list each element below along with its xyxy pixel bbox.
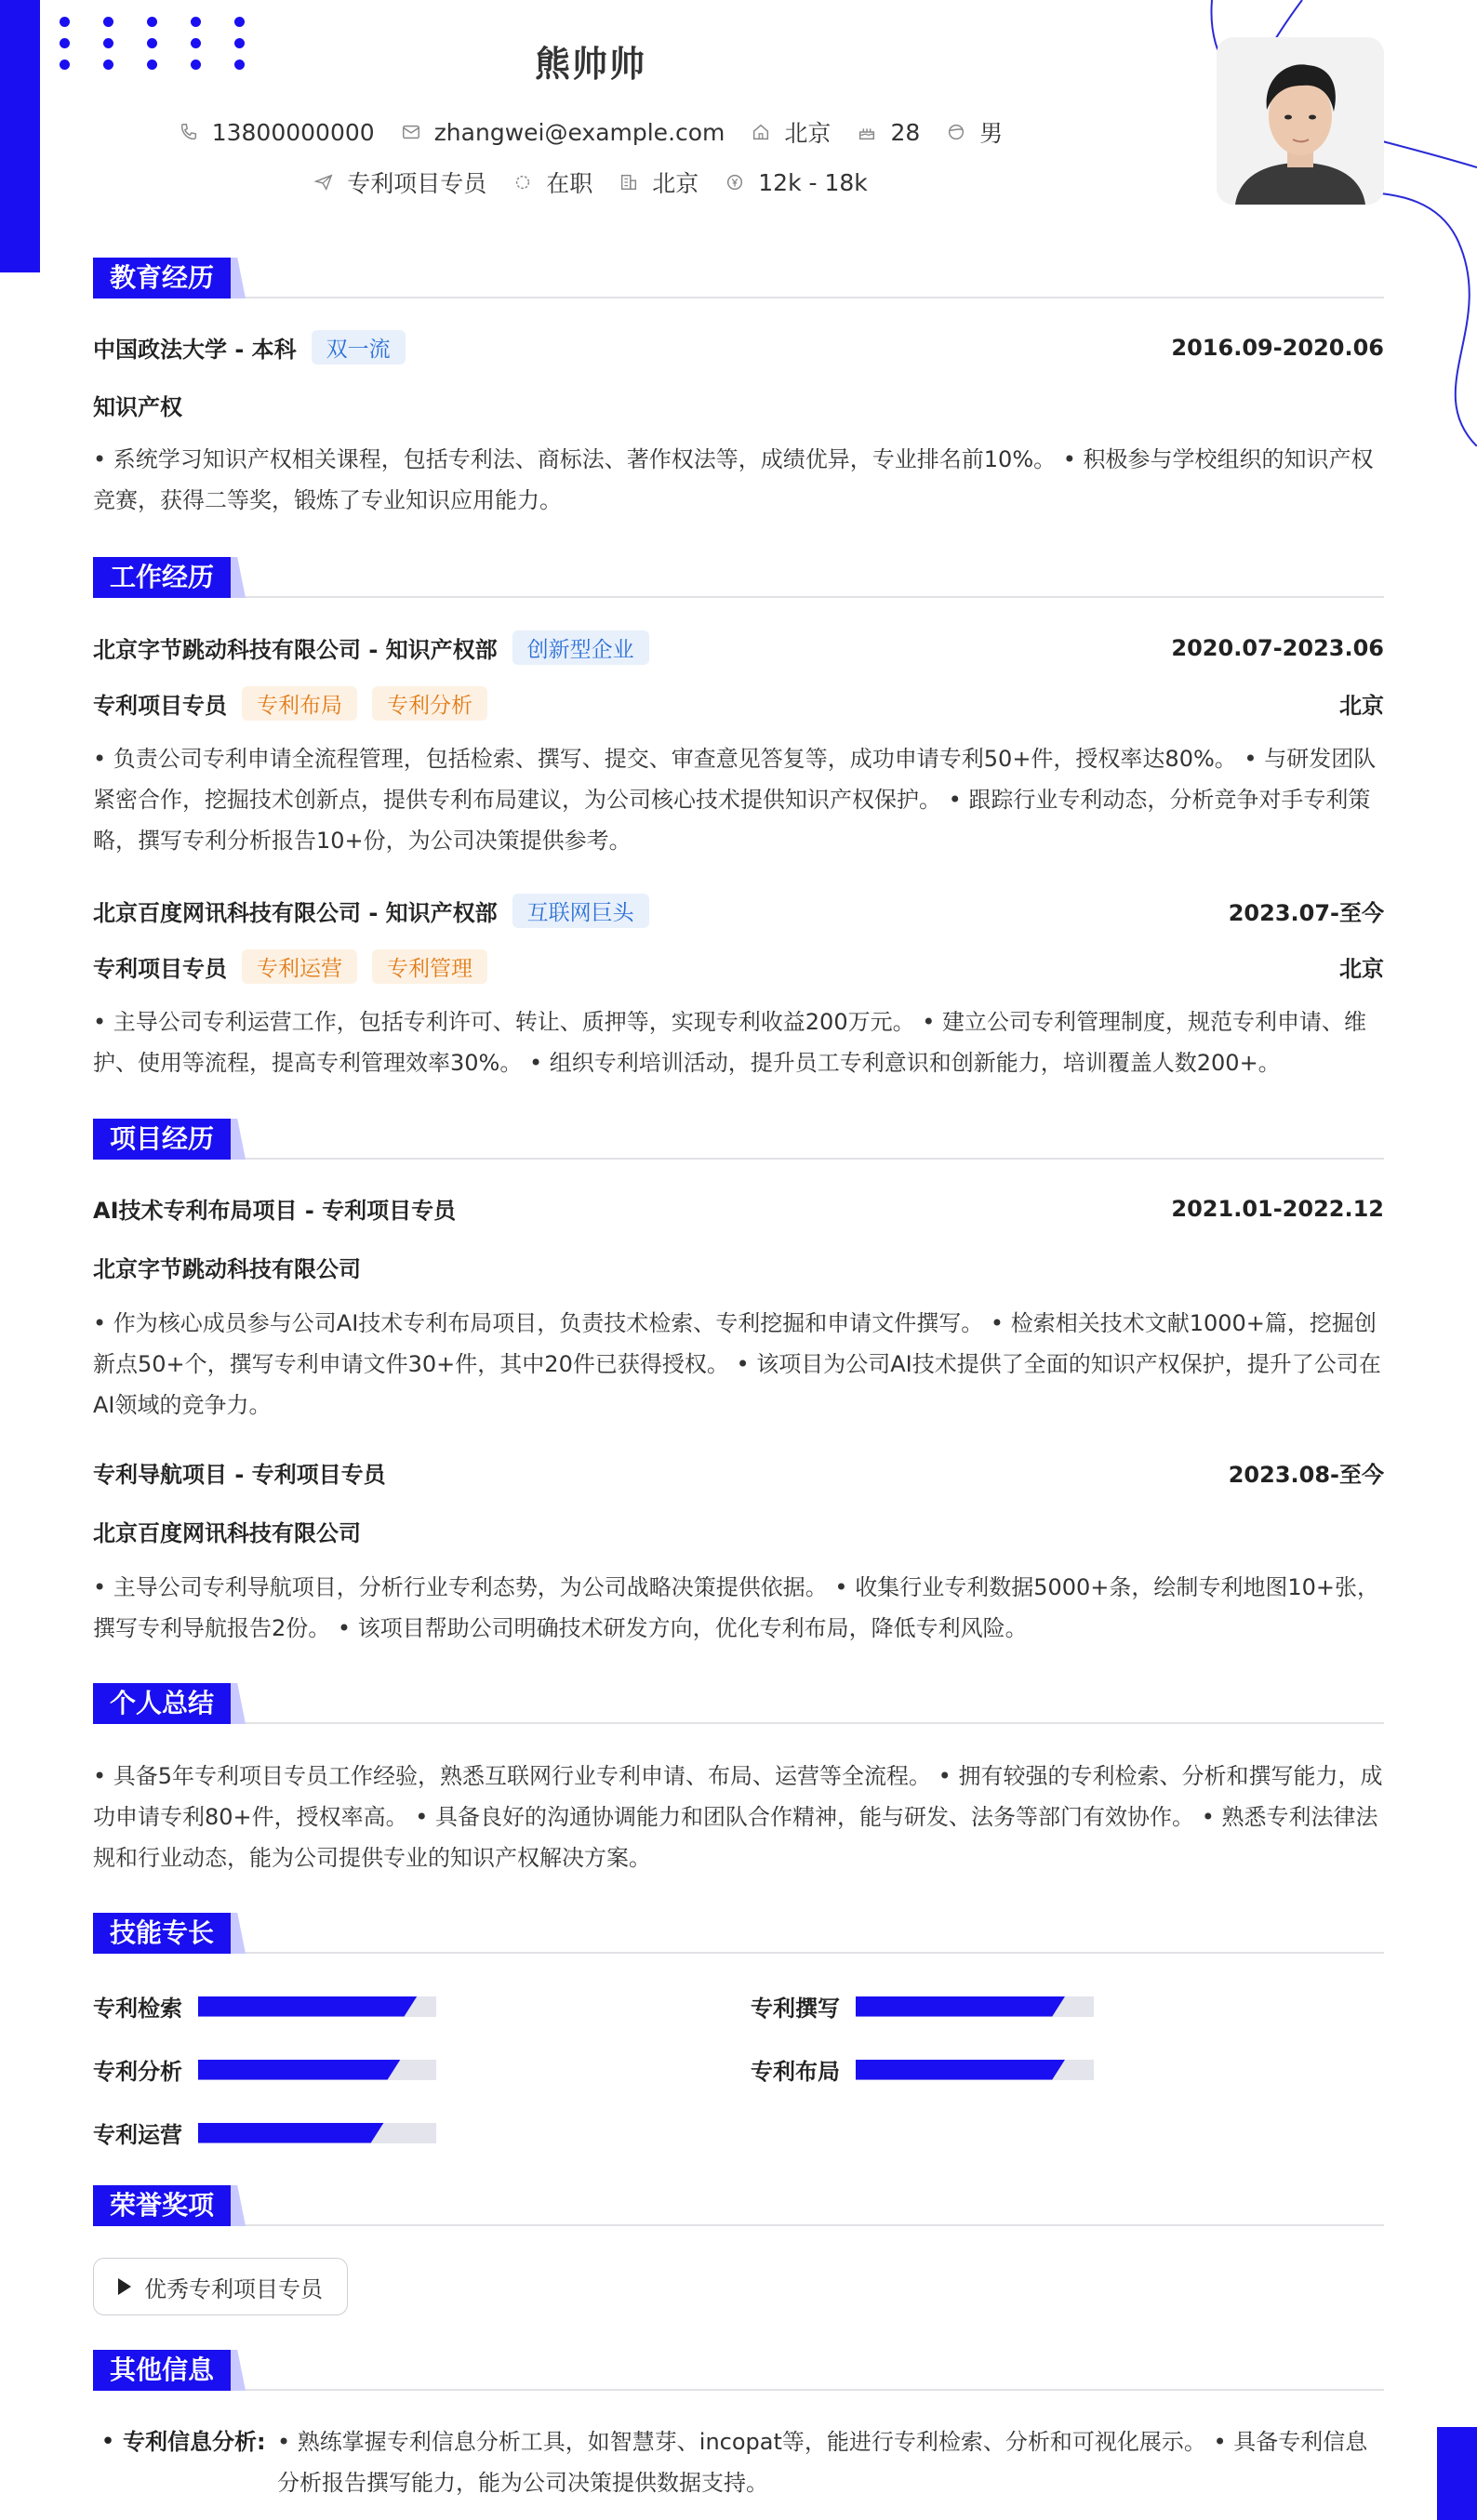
email-info [401,119,725,146]
work-item-header [93,894,1384,928]
work-skill-tag: 专利布局 [242,686,357,721]
work-date: 2020.07-2023.06 [1171,634,1384,661]
other-info-value: • 熟练掌握专利信息分析工具，如智慧芽、incopat等，能进行专利检索、分析和可视化展示。 • 具备专利信息分析报告撰写能力，能为公司决策提供数据支持。 [277,2429,1368,2496]
phone-icon [179,122,199,142]
triangle-icon [118,2278,131,2295]
work-section-title: 工作经历 [93,557,231,598]
gender-info [946,115,1003,149]
skill-level-bar [198,1996,436,2017]
education-section-title: 教育经历 [93,258,231,298]
project-item-header [93,1456,1384,1489]
work-date: 2023.07-至今 [1228,900,1384,926]
skill-level-bar [198,2123,436,2143]
mail-icon [401,122,421,142]
work-company-tag: 创新型企业 [512,630,649,665]
work-item-header [93,630,1384,665]
skill-name: 专利分析 [93,2059,182,2085]
skill-name: 专利运营 [93,2122,182,2148]
other-info-item [93,2421,1384,2503]
project-name: AI技术专利布局项目 - 专利项目专员 [93,1198,457,1224]
education-major-row [93,389,1384,421]
award-item [93,2258,348,2315]
candidate-name: 熊帅帅 [534,44,646,85]
age-info [857,119,920,146]
phone-text: 13800000000 [211,118,375,146]
target-city-text: 北京 [652,170,699,197]
skill-level-fill [198,2060,401,2080]
summary-section-header [93,1683,1384,1724]
gender-text: 男 [979,120,1004,147]
building-icon [619,172,639,192]
skills-section-title: 技能专长 [93,1913,231,1954]
status-icon [512,172,533,192]
skill-level-fill [856,2060,1065,2080]
projects-section-header [93,1119,1384,1160]
skill-item [751,2053,1094,2086]
project-date: 2023.08-至今 [1228,1462,1384,1488]
work-company: 北京百度网讯科技有限公司 - 知识产权部 [93,900,498,926]
skill-name: 专利撰写 [751,1996,840,2022]
position-info [313,166,486,199]
work-skill-tag: 专利管理 [372,949,487,984]
project-company-row [93,1515,1384,1547]
work-role-row [93,686,1384,721]
age-text: 28 [890,118,921,146]
decorative-bar-right [1437,2427,1477,2520]
work-section-header [93,557,1384,598]
work-company-tag: 互联网巨头 [512,894,649,928]
education-description: • 系统学习知识产权相关课程，包括专利法、商标法、著作权法等，成绩优异，专业排名前10%。 • 积极参与学校组织的知识产权竞赛，获得二等奖，锻炼了专业知识应用能力。 [93,446,1374,513]
skill-item [93,2116,436,2149]
job-info-row [0,166,1181,199]
project-company: 北京字节跳动科技有限公司 [93,1256,361,1282]
education-date: 2016.09-2020.06 [1171,334,1384,361]
project-description: • 主导公司专利导航项目，分析行业专利态势，为公司战略决策提供依据。 • 收集行业专利数据5000+条，绘制专利地图10+张，撰写专利导航报告2份。 • 该项目帮助公司明确技术研发方向，优化专利布局，降低专利风险。 [93,1574,1380,1641]
position-text: 专利项目专员 [347,170,487,197]
city-info [751,115,831,149]
skill-level-fill [198,2123,384,2143]
project-date: 2021.01-2022.12 [1171,1195,1384,1222]
cake-icon [857,122,877,142]
email-text: zhangwei@example.com [433,118,725,146]
home-icon [751,122,771,142]
education-tag: 双一流 [312,330,406,365]
work-skill-tag: 专利运营 [242,949,357,984]
send-icon [313,172,334,192]
skill-item [93,1990,436,2023]
contact-info-row [0,115,1181,149]
project-description: • 作为核心成员参与公司AI技术专利布局项目，负责技术检索、专利挖掘和申请文件撰写。 • 检索相关技术文献1000+篇，挖掘创新点50+个，撰写专利申请文件30+件，其中20件已获得授权。 • 该项目为公司AI技术提供了全面的知识产权保护，提升了公司在AI领域的竞争力。 [93,1310,1381,1418]
yen-icon [725,172,745,192]
skill-level-fill [856,1996,1065,2017]
other-section-title: 其他信息 [93,2350,231,2391]
honors-section-title: 荣誉奖项 [93,2185,231,2226]
award-name: 优秀专利项目专员 [144,2275,323,2302]
project-company: 北京百度网讯科技有限公司 [93,1520,361,1546]
work-location: 北京 [1339,956,1384,982]
projects-section-title: 项目经历 [93,1119,231,1160]
work-role: 专利项目专员 [93,693,227,719]
phone-info [179,119,375,146]
skill-item [93,2053,436,2086]
project-item-header [93,1192,1384,1225]
skill-level-bar [198,2060,436,2080]
status-info [512,166,592,199]
avatar [1217,37,1384,205]
project-company-row [93,1251,1384,1283]
work-description: • 主导公司专利运营工作，包括专利许可、转让、质押等，实现专利收益200万元。 • 建立公司专利管理制度，规范专利申请、维护、使用等流程，提高专利管理效率30%。 • 组织专利培训活动，提升员工专利意识和创新能力，培训覆盖人数200+。 [93,1009,1367,1076]
work-location: 北京 [1339,693,1384,719]
gender-icon [946,122,966,142]
work-company: 北京字节跳动科技有限公司 - 知识产权部 [93,637,498,663]
work-skill-tag: 专利分析 [372,686,487,721]
skill-level-fill [198,1996,418,2017]
skills-section-header [93,1913,1384,1954]
project-name: 专利导航项目 - 专利项目专员 [93,1462,386,1488]
education-school: 中国政法大学 - 本科 [93,337,297,363]
other-info-key: 专利信息分析: [123,2429,266,2455]
work-role: 专利项目专员 [93,956,227,982]
skill-name: 专利检索 [93,1996,182,2022]
skill-level-bar [856,2060,1094,2080]
salary-text: 12k - 18k [758,168,868,196]
work-description: • 负责公司专利申请全流程管理，包括检索、撰写、提交、审查意见答复等，成功申请专利50+件，授权率达80%。 • 与研发团队紧密合作，挖掘技术创新点，提供专利布局建议，为公司核心技术提供知识产权保护。 • 跟踪行业专利动态，分析竞争对手专利策略，撰写专利分析报告10+份，为公司决策提供参考。 [93,746,1377,854]
honors-section-header [93,2185,1384,2226]
summary-description: • 具备5年专利项目专员工作经验，熟悉互联网行业专利申请、布局、运营等全流程。 • 拥有较强的专利检索、分析和撰写能力，成功申请专利80+件，授权率高。 • 具备良好的沟通协调能力和团队合作精神，能与研发、法务等部门有效协作。 • 熟悉专利法律法规和行业动态，能为公司提供专业的知识产权解决方案。 [93,1763,1383,1871]
skill-item [751,1990,1094,2023]
education-major: 知识产权 [93,394,182,420]
city-text: 北京 [784,120,832,147]
status-text: 在职 [546,170,593,197]
education-section-header [93,258,1384,298]
education-header-row [93,330,1384,365]
bullet-icon: • [100,2428,115,2456]
skill-name: 专利布局 [751,2059,840,2085]
other-section-header [93,2350,1384,2391]
work-role-row [93,949,1384,984]
summary-section-title: 个人总结 [93,1683,231,1724]
salary-info [725,169,868,196]
target-city-info [619,166,699,199]
skill-level-bar [856,1996,1094,2017]
avatar-portrait [1217,37,1384,205]
